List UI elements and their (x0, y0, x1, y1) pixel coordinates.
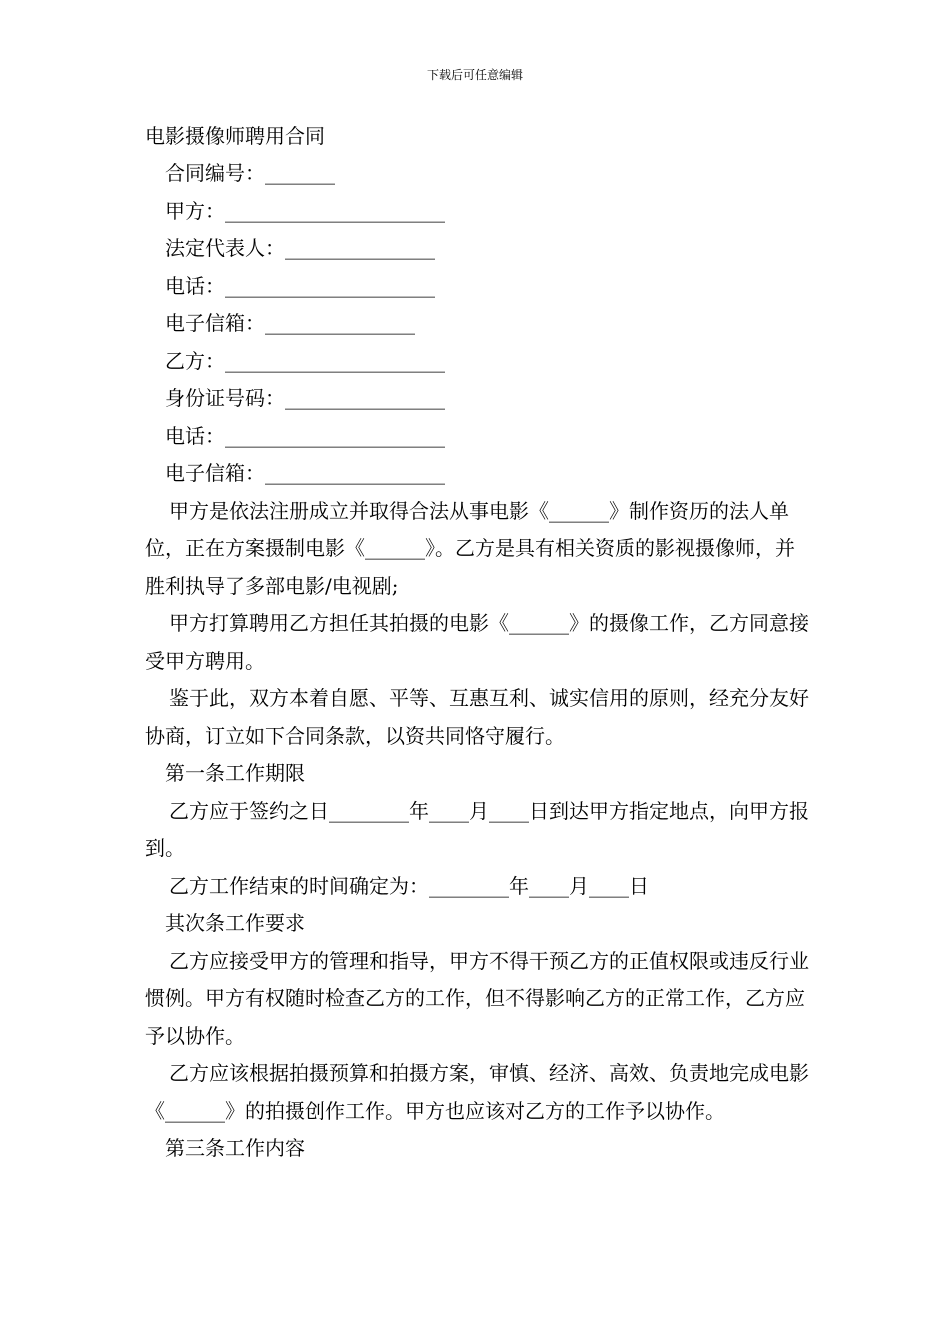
document-title: 电影摄像师聘用合同 (145, 124, 325, 148)
party-b-phone-field: 电话：______________________ (165, 423, 445, 448)
paragraph-party-a-intro: 甲方是依法注册成立并取得合法从事电影《______》制作资历的法人单位，正在方案摄制电影《______》。乙方是具有相关资质的影视摄像师，并胜利执导了多部电影/电视剧; (145, 498, 795, 598)
id-number-field: 身份证号码：________________ (165, 386, 445, 410)
section-heading-content: 第三条工作内容 (165, 1136, 305, 1160)
paragraph-hiring-intent: 甲方打算聘用乙方担任其拍摄的电影《______》的摄像工作，乙方同意接受甲方聘用。 (145, 611, 809, 673)
party-a-field: 甲方：______________________ (165, 198, 445, 223)
paragraph-shooting-plan: 乙方应该根据拍摄预算和拍摄方案，审慎、经济、高效、负责地完成电影《______》的拍摄创作工作。甲方也应该对乙方的工作予以协作。 (145, 1061, 809, 1123)
contract-document (145, 118, 810, 1168)
party-b-email-field: 电子信箱：__________________ (165, 461, 445, 485)
party-a-phone-field: 电话：_____________________ (165, 273, 435, 298)
section-heading-requirements: 其次条工作要求 (165, 911, 305, 935)
paragraph-principles: 鉴于此，双方本着自愿、平等、互惠互利、诚实信用的原则，经充分友好协商，订立如下合同条款，以资共同恪守履行。 (145, 686, 809, 748)
party-a-email-field: 电子信箱：_______________ (165, 311, 415, 335)
party-b-field: 乙方：______________________ (165, 348, 445, 373)
section-heading-term: 第一条工作期限 (165, 761, 305, 785)
paragraph-end-date: 乙方工作结束的时间确定为：________年____月____日 (169, 873, 649, 898)
paragraph-report-date: 乙方应于签约之日________年____月____日到达甲方指定地点，向甲方报到。 (145, 798, 809, 860)
paragraph-management: 乙方应接受甲方的管理和指导，甲方不得干预乙方的正值权限或违反行业惯例。甲方有权随时检查乙方的工作，但不得影响乙方的正常工作，乙方应予以协作。 (145, 948, 809, 1048)
contract-number-field: 合同编号：_______ (165, 161, 335, 185)
page-header-note: 下载后可任意编辑 (426, 68, 523, 82)
legal-representative-field: 法定代表人：_______________ (165, 236, 435, 260)
